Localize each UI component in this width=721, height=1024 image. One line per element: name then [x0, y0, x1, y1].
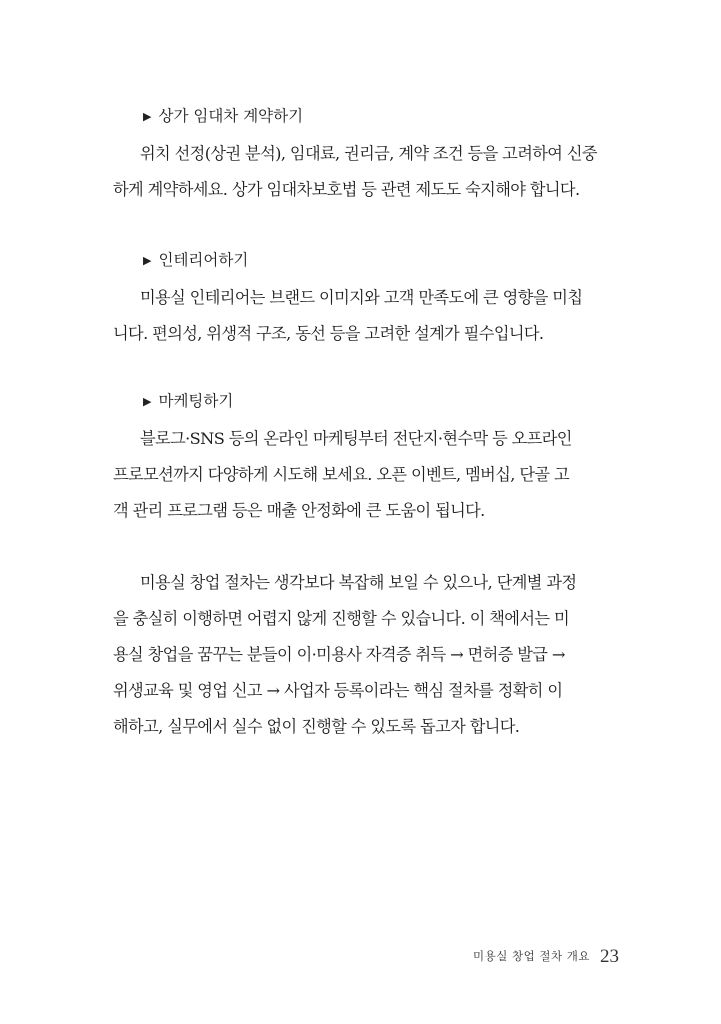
paragraph-line: 을 충실히 이행하면 어렵지 않게 진행할 수 있습니다. 이 책에서는 미	[113, 609, 570, 628]
paragraph-line: 해하고, 실무에서 실수 없이 진행할 수 있도록 돕고자 합니다.	[113, 717, 520, 736]
triangle-right-icon: ▶	[143, 395, 152, 408]
paragraph-line: 니다. 편의성, 위생적 구조, 동선 등을 고려한 설계가 필수입니다.	[113, 324, 544, 343]
section-heading	[143, 104, 303, 126]
paragraph-line: 프로모션까지 다양하게 시도해 보세요. 오픈 이벤트, 멤버십, 단골 고	[113, 465, 570, 484]
paragraph-line: 위생교육 및 영업 신고 → 사업자 등록이라는 핵심 절차를 정확히 이	[113, 681, 563, 700]
paragraph-line: 블로그·SNS 등의 온라인 마케팅부터 전단지·현수막 등 오프라인	[140, 429, 572, 448]
page-footer	[473, 946, 619, 968]
section-heading-text: 마케팅하기	[158, 392, 234, 410]
paragraph-line: 미용실 창업 절차는 생각보다 복잡해 보일 수 있으나, 단계별 과정	[140, 573, 577, 592]
section-heading-text: 인테리어하기	[158, 251, 249, 269]
paragraph-line: 하게 계약하세요. 상가 임대차보호법 등 관련 제도도 숙지해야 합니다.	[113, 180, 580, 199]
paragraph-line: 객 관리 프로그램 등은 매출 안정화에 큰 도움이 됩니다.	[113, 501, 485, 520]
chapter-title: 미용실 창업 절차 개요	[473, 949, 590, 963]
paragraph-line: 미용실 인테리어는 브랜드 이미지와 고객 만족도에 큰 영향을 미칩	[140, 288, 583, 307]
page-number: 23	[600, 946, 619, 967]
paragraph-line: 위치 선정(상권 분석), 임대료, 권리금, 계약 조건 등을 고려하여 신중	[140, 144, 597, 163]
section-heading	[143, 389, 233, 411]
section-heading	[143, 248, 248, 270]
section-heading-text: 상가 임대차 계약하기	[158, 107, 304, 125]
triangle-right-icon: ▶	[143, 110, 152, 123]
triangle-right-icon: ▶	[143, 254, 152, 267]
paragraph-line: 용실 창업을 꿈꾸는 분들이 이·미용사 자격증 취득 → 면허증 발급 →	[113, 645, 565, 664]
